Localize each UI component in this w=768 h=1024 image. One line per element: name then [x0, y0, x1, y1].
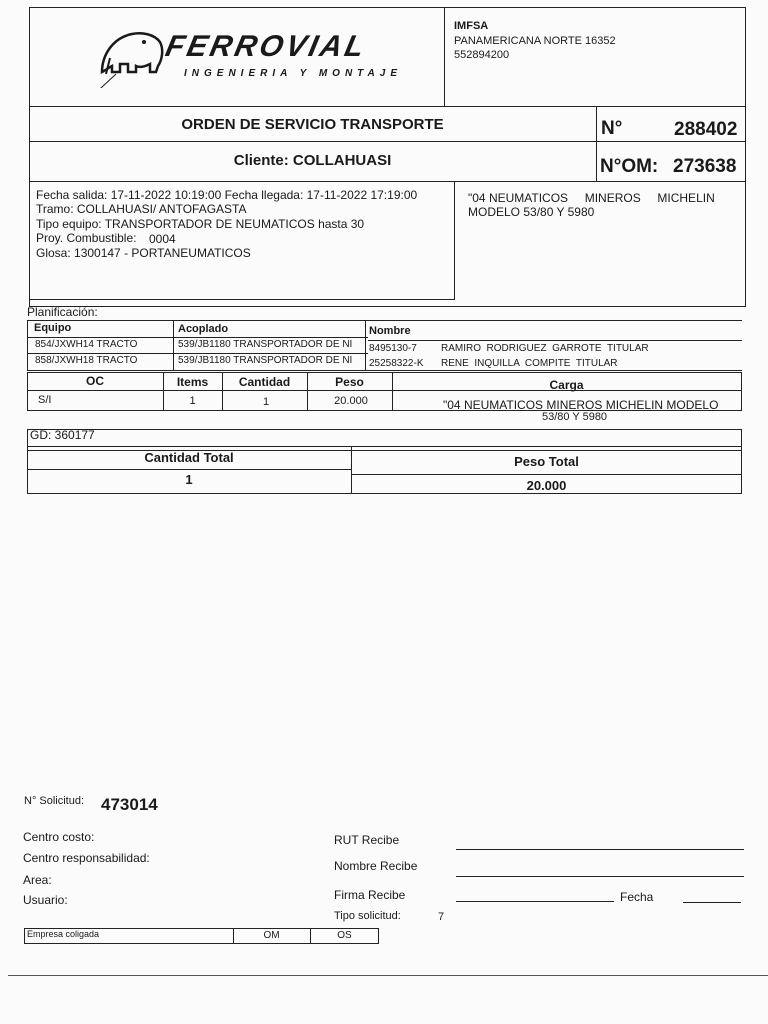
company-phone: 552894200 [454, 49, 510, 61]
dates-line: Fecha salida: 17-11-2022 10:19:00 Fecha llegada: 17-11-2022 17:19:00 [36, 188, 418, 202]
client-name: Cliente: COLLAHUASI [233, 152, 392, 169]
planning-col-2 [365, 320, 366, 370]
date-line [683, 902, 741, 903]
row-nombre: RENE INQUILLA COMPITE TITULAR [441, 358, 618, 369]
total-quantity-label: Cantidad Total [144, 450, 234, 465]
name-receiver-line [456, 876, 744, 877]
order-number-value: 288402 [674, 119, 738, 140]
request-type-label: Tipo solicitud: [334, 910, 401, 922]
os-cell: OS [337, 930, 352, 941]
col-header-equipo: Equipo [34, 322, 72, 334]
fuel-project-label: Proy. Combustible: [36, 231, 137, 245]
cell-carga-1: "04 NEUMATICOS MINEROS MICHELIN MODELO [443, 398, 719, 412]
planning-line-top [27, 320, 742, 321]
planning-col-0 [27, 320, 28, 370]
cell-peso: 20.000 [334, 395, 368, 407]
details-divider [454, 182, 455, 300]
document-title: ORDEN DE SERVICIO TRANSPORTE [181, 116, 444, 133]
request-type-value: 7 [438, 911, 445, 923]
col-header-acoplado: Acoplado [178, 323, 229, 335]
name-receiver-label: Nombre Recibe [334, 859, 418, 873]
col-header-items: Items [176, 375, 209, 389]
tramo-line: Tramo: COLLAHUASI/ ANTOFAGASTA [36, 202, 247, 216]
request-number-label: N° Solicitud: [24, 795, 85, 807]
company-address: PANAMERICANA NORTE 16352 [454, 35, 616, 47]
cargo-description-2: MODELO 53/80 Y 5980 [468, 205, 595, 219]
header-divider [444, 8, 445, 106]
row-rut: 8495130-7 [369, 343, 417, 354]
row-rut: 25258322-K [369, 358, 424, 369]
rut-receiver-label: RUT Recibe [334, 833, 400, 847]
planning-col-1 [173, 320, 174, 370]
planning-line-head-right [368, 340, 742, 341]
col-header-oc: OC [86, 374, 104, 388]
totals-mid-line-right [351, 474, 742, 475]
company-logo [98, 28, 438, 88]
responsibility-center-label: Centro responsabilidad: [23, 851, 150, 865]
equipment-type-line: Tipo equipo: TRANSPORTADOR DE NEUMATICOS hasta 30 [36, 217, 365, 231]
om-number-value: 273638 [673, 156, 737, 177]
planning-label: Planificación: [27, 305, 98, 319]
gd-number: GD: 360177 [30, 428, 95, 442]
page-bottom-line [8, 975, 768, 976]
cost-center-label: Centro costo: [23, 830, 95, 844]
row-acoplado: 539/JB1180 TRANSPORTADOR DE NI [178, 355, 353, 366]
glosa-line: Glosa: 1300147 - PORTANEUMATICOS [36, 246, 251, 260]
col-header-nombre: Nombre [369, 325, 411, 337]
date-label: Fecha [620, 890, 654, 904]
user-label: Usuario: [23, 893, 68, 907]
row-equipo: 858/JXWH18 TRACTO [35, 355, 138, 366]
total-weight-label: Peso Total [514, 454, 579, 469]
planning-line-bottom [27, 370, 742, 371]
cargo-description-1: "04 NEUMATICOS MINEROS MICHELIN [468, 191, 715, 205]
order-number-label: N° [601, 118, 623, 139]
cell-carga-2: 53/80 Y 5980 [542, 411, 608, 423]
cell-cantidad: 1 [262, 396, 270, 408]
col-header-cantidad: Cantidad [238, 375, 291, 389]
title-row-divider [29, 141, 746, 142]
company-name: IMFSA [454, 20, 489, 32]
signature-line [456, 901, 614, 902]
cargo-col-5 [741, 372, 742, 410]
details-bottom-line [29, 299, 455, 300]
logo-name: FERROVIAL [162, 30, 370, 63]
planning-line-mid [27, 353, 368, 354]
signature-receiver-label: Firma Recibe [334, 888, 406, 902]
affiliate-company-label: Empresa coligada [27, 929, 100, 939]
row-equipo: 854/JXWH14 TRACTO [35, 339, 138, 350]
row-acoplado: 539/JB1180 TRANSPORTADOR DE NI [178, 339, 353, 350]
total-weight-value: 20.000 [526, 478, 567, 493]
rut-receiver-line [456, 849, 744, 850]
planning-line-head [27, 337, 368, 338]
cell-oc: S/I [38, 394, 52, 406]
cargo-line-top [27, 372, 742, 373]
request-number-value: 473014 [101, 795, 158, 814]
cell-items: 1 [189, 395, 196, 407]
number-divider [596, 107, 597, 181]
logo-subtitle: INGENIERIA Y MONTAJE [184, 68, 402, 79]
om-cell: OM [263, 930, 280, 941]
om-number-label: N°OM: [600, 156, 659, 177]
row-nombre: RAMIRO RODRIGUEZ GARROTE TITULAR [441, 343, 649, 354]
col-header-carga: Carga [549, 378, 584, 392]
totals-mid-line-left [27, 469, 351, 470]
fuel-project-value: 0004 [149, 232, 176, 246]
total-quantity-value: 1 [185, 472, 193, 487]
area-label: Area: [23, 873, 52, 887]
col-header-peso: Peso [335, 375, 364, 389]
